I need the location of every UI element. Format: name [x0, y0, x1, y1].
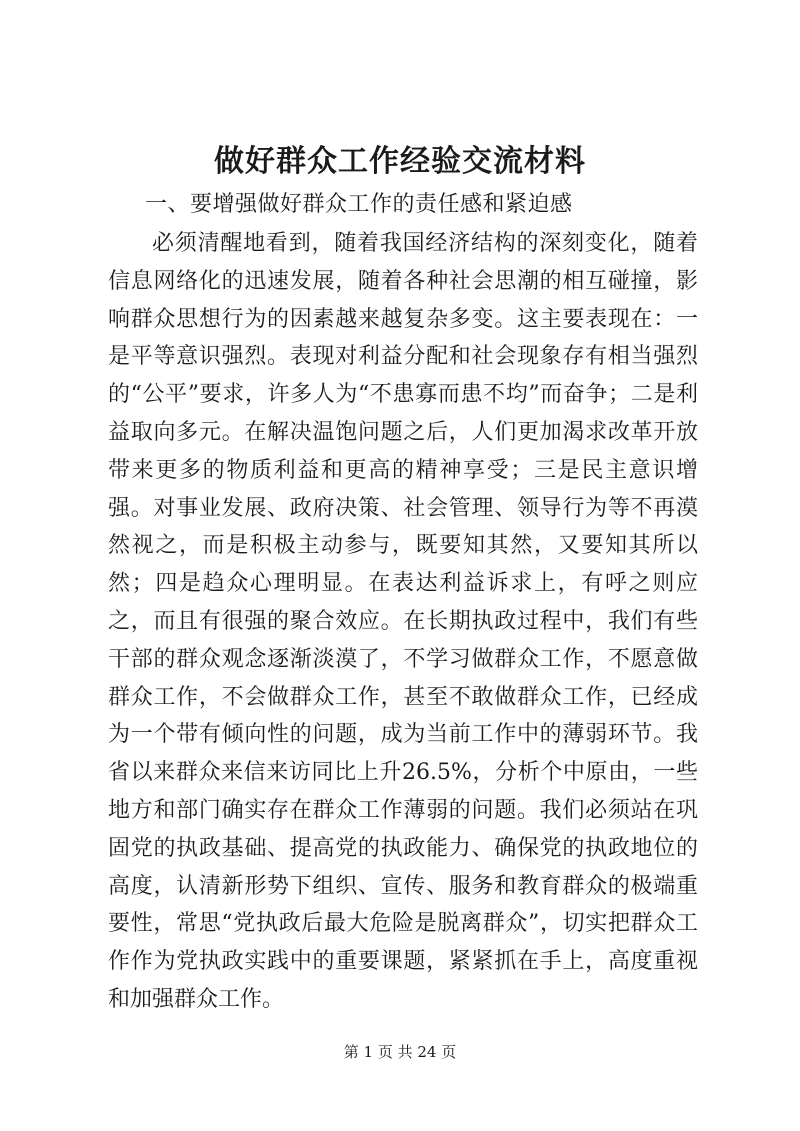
body-paragraph: 必须清醒地看到，随着我国经济结构的深刻变化，随着信息网络化的迅速发展，随着各种社会思潮的相互碰撞，影响群众思想行为的因素越来越复杂多变。这主要表现在：一是平等意识强烈。表现对利益分配和社会现象存有相当强烈的“公平”要求，许多人为“不患寡而患不均”而奋争；二是利益取向多元。在解决温饱问题之后，人们更加渴求改革开放带来更多的物质利益和更高的精神享受；三是民主意识增强。对事业发展、政府决策、社会管理、领导行为等不再漠然视之，而是积极主动参与，既要知其然，又要知其所以然；四是趋众心理明显。在表达利益诉求上，有呼之则应之，而且有很强的聚合效应。在长期执政过程中，我们有些干部的群众观念逐渐淡漠了，不学习做群众工作，不愿意做群众工作，不会做群众工作，甚至不敢做群众工作，已经成为一个带有倾向性的问题，成为当前工作中的薄弱环节。我省以来群众来信来访同比上升26.5%，分析个中原由，一些地方和部门确实存在群众工作薄弱的问题。我们必须站在巩固党的执政基础、提高党的执政能力、确保党的执政地位的高度，认清新形势下组织、宣传、服务和教育群众的极端重要性，常思“党执政后最大危险是脱离群众”，切实把群众工作作为党执政实践中的重要课题，紧紧抓在手上，高度重视和加强群众工作。 — [108, 231, 698, 1012]
page-number-footer: 第 1 页 共 24 页 — [343, 1043, 457, 1061]
document-title: 做好群众工作经验交流材料 — [214, 144, 586, 179]
section-heading: 一、要增强做好群众工作的责任感和紧迫感 — [145, 192, 573, 217]
